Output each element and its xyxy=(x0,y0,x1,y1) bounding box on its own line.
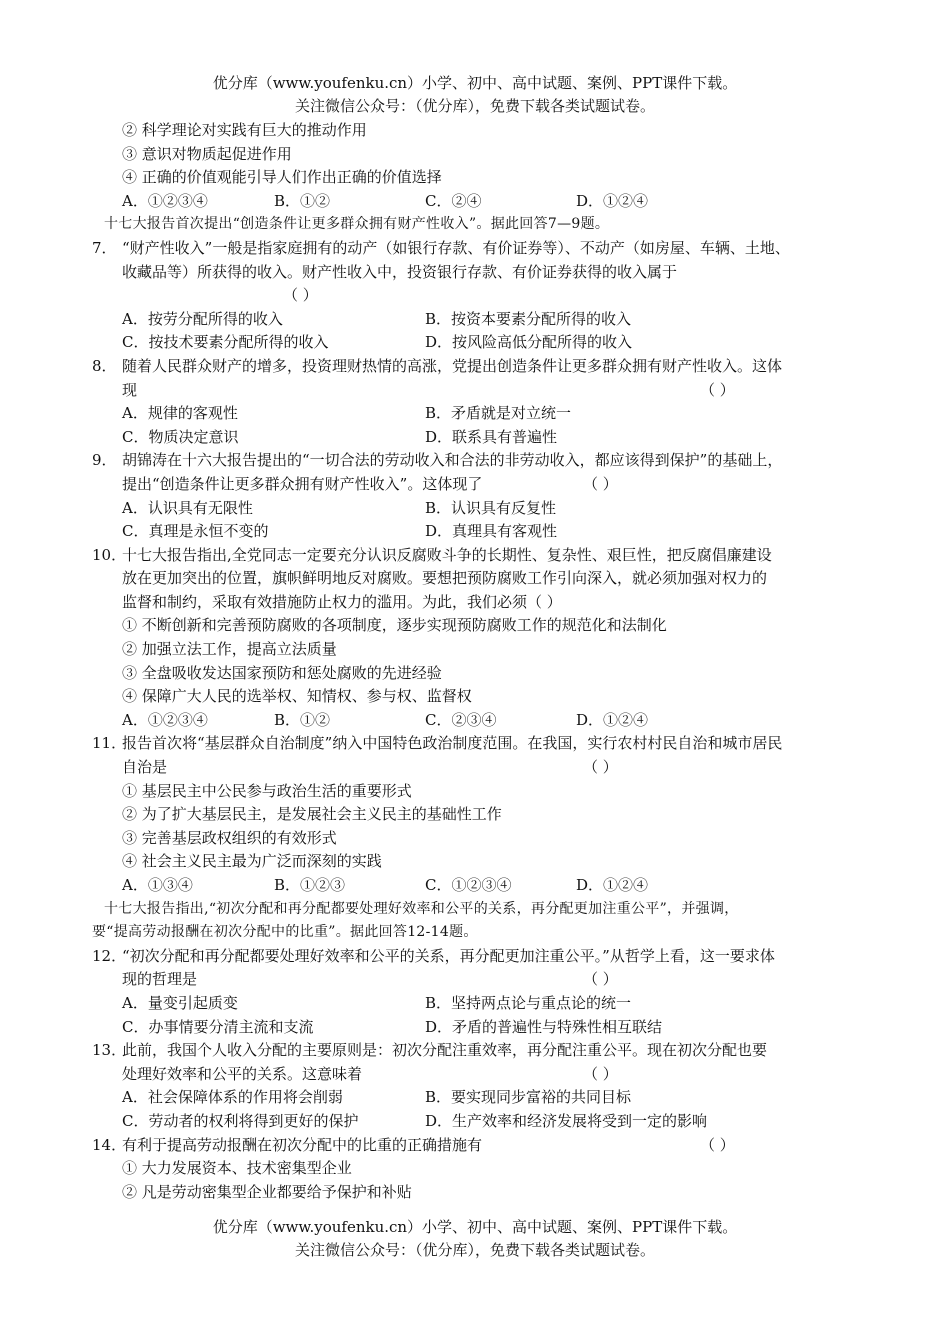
answer-paren: （ ） xyxy=(700,1135,735,1154)
footer-line-1: 优分库（www.youfenku.cn）小学、初中、高中试题、案例、PPT课件下载。 xyxy=(212,1218,738,1236)
question-text: 处理好效率和公平的关系。这意味着 xyxy=(122,1064,363,1083)
statement-2: ② 凡是劳动密集型企业都要给予保护和补贴 xyxy=(122,1182,412,1201)
options-row xyxy=(0,402,950,426)
prev-options xyxy=(0,190,950,214)
question-13 xyxy=(0,1039,950,1063)
question-text-cont xyxy=(0,756,950,780)
question-text-cont xyxy=(0,379,950,403)
question-number: 13． xyxy=(92,1041,127,1060)
option-d: D．联系具有普遍性 xyxy=(425,427,558,446)
answer-paren: （ ） xyxy=(583,474,618,493)
option-a: A．按劳分配所得的收入 xyxy=(122,309,283,328)
option-c: C．①②③④ xyxy=(425,876,512,894)
question-9 xyxy=(0,449,950,473)
question-content xyxy=(0,119,950,1204)
statement-3: ③ 完善基层政权组织的有效形式 xyxy=(122,828,337,847)
question-text: 十七大报告指出,全党同志一定要充分认识反腐败斗争的长期性、复杂性、艰巨性，把反腐倡廉建设 xyxy=(122,545,772,564)
question-text: 胡锦涛在十六大报告提出的“一切合法的劳动收入和合法的非劳动收入，都应该得到保护”的基础上， xyxy=(122,451,783,470)
question-text: “财产性收入”一般是指家庭拥有的动产（如银行存款、有价证券等）、不动产（如房屋、车辆、土地、 xyxy=(122,238,790,257)
question-12 xyxy=(0,945,950,969)
question-text: 现 xyxy=(122,380,138,399)
question-7 xyxy=(0,237,950,261)
option-b: B．矛盾就是对立统一 xyxy=(425,404,572,423)
statement-4: ④ 保障广大人民的选举权、知情权、参与权、监督权 xyxy=(122,687,472,706)
question-text-cont xyxy=(0,968,950,992)
question-number: 7． xyxy=(92,238,117,257)
question-10 xyxy=(0,544,950,568)
options-row xyxy=(0,1110,950,1134)
option-d: D．矛盾的普遍性与特殊性相互联结 xyxy=(425,1017,663,1036)
statement-1: ① 基层民主中公民参与政治生活的重要形式 xyxy=(122,781,412,800)
options-row xyxy=(0,308,950,332)
option-b: B．认识具有反复性 xyxy=(425,498,557,517)
options-row xyxy=(0,520,950,544)
option-a: A．①②③④ xyxy=(122,191,208,210)
options-row xyxy=(0,1086,950,1110)
option-d: D．①②④ xyxy=(576,876,649,894)
statement-3: ③ 全盘吸收发达国家预防和惩处腐败的先进经验 xyxy=(122,663,442,682)
question-number: 10． xyxy=(92,545,127,564)
option-a: A．社会保障体系的作用将会削弱 xyxy=(122,1088,343,1107)
prev-item-2: ② 科学理论对实践有巨大的推动作用 xyxy=(122,121,367,139)
option-c: C．物质决定意识 xyxy=(122,427,239,446)
question-number: 8． xyxy=(92,356,117,375)
option-a: A．认识具有无限性 xyxy=(122,498,253,517)
question-text: 随着人民群众财产的增多，投资理财热情的高涨，党提出创造条件让更多群众拥有财产性收入。这体 xyxy=(122,356,783,375)
question-14 xyxy=(0,1134,950,1158)
options-row xyxy=(0,874,950,898)
option-c: C．②③④ xyxy=(425,710,497,729)
options-row xyxy=(0,426,950,450)
question-text: 现的哲理是 xyxy=(122,970,198,989)
option-a: A．规律的客观性 xyxy=(122,404,238,423)
question-number: 12． xyxy=(92,946,127,965)
statement-1: ① 不断创新和完善预防腐败的各项制度，逐步实现预防腐败工作的规范化和法制化 xyxy=(122,616,667,635)
question-text: 自治是 xyxy=(122,758,168,777)
question-text-cont xyxy=(0,1063,950,1087)
prev-item-4: ④ 正确的价值观能引导人们作出正确的价值选择 xyxy=(122,168,442,187)
header-line-2: 关注微信公众号：（优分库），免费下载各类试题试卷。 xyxy=(294,97,655,115)
option-b: B．坚持两点论与重点论的统一 xyxy=(425,993,632,1012)
statement-2: ② 为了扩大基层民主，是发展社会主义民主的基础性工作 xyxy=(122,805,502,824)
option-d: D．生产效率和经济发展将受到一定的影响 xyxy=(425,1111,708,1130)
option-d: D．①②④ xyxy=(576,191,649,210)
question-number: 9． xyxy=(92,451,117,470)
options-row xyxy=(0,331,950,355)
prev-item-3: ③ 意识对物质起促进作用 xyxy=(122,144,292,163)
question-number: 14． xyxy=(92,1135,127,1154)
option-b: B．①②③ xyxy=(274,876,346,894)
section-intro-12-14-cont: 要“提高劳动报酬在初次分配中的比重”。据此回答12-14题。 xyxy=(92,924,478,941)
option-c: C．劳动者的权利将得到更好的保护 xyxy=(122,1111,359,1130)
statement-4: ④ 社会主义民主最为广泛而深刻的实践 xyxy=(122,852,382,871)
question-text: “初次分配和再分配都要处理好效率和公平的关系，再分配更加注重公平。”从哲学上看，这一要求体 xyxy=(122,946,775,965)
question-11 xyxy=(0,732,950,756)
page-header xyxy=(0,72,950,118)
options-row xyxy=(0,1016,950,1040)
option-a: A．量变引起质变 xyxy=(122,993,238,1012)
footer-line-2: 关注微信公众号：（优分库），免费下载各类试题试卷。 xyxy=(294,1241,655,1259)
question-text: 提出“创造条件让更多群众拥有财产性收入”。这体现了 xyxy=(122,474,483,493)
page-footer xyxy=(0,1216,950,1262)
statement-2: ② 加强立法工作，提高立法质量 xyxy=(122,640,337,659)
option-b: B．①② xyxy=(274,191,331,210)
option-c: C．真理是永恒不变的 xyxy=(122,522,269,541)
option-b: B．按资本要素分配所得的收入 xyxy=(425,309,632,328)
answer-paren: （ ） xyxy=(700,380,735,399)
options-row xyxy=(0,709,950,733)
option-a: A．①②③④ xyxy=(122,710,208,729)
question-text-cont: 监督和制约，采取有效措施防止权力的滥用。为此，我们必须（ ） xyxy=(122,592,562,611)
option-c: C．②④ xyxy=(425,191,482,210)
question-text: 有利于提高劳动报酬在初次分配中的比重的正确措施有 xyxy=(122,1135,483,1154)
answer-paren: （ ） xyxy=(583,758,618,777)
section-intro-12-14: 十七大报告指出,“初次分配和再分配都要处理好效率和公平的关系，再分配更加注重公平”，并强调， xyxy=(104,900,739,917)
answer-paren: （ ） xyxy=(583,1064,618,1083)
question-8 xyxy=(0,355,950,379)
question-text-cont: 放在更加突出的位置，旗帜鲜明地反对腐败。要想把预防腐败工作引向深入，就必须加强对权力的 xyxy=(122,569,768,588)
answer-paren-row xyxy=(0,284,950,308)
option-d: D．按风险高低分配所得的收入 xyxy=(425,333,633,352)
question-text: 报告首次将“基层群众自治制度”纳入中国特色政治制度范围。在我国，实行农村村民自治和城市居民 xyxy=(122,734,783,753)
question-text-cont xyxy=(0,473,950,497)
option-b: B．①② xyxy=(274,710,331,729)
answer-paren: （ ） xyxy=(283,286,318,305)
statement-1: ① 大力发展资本、技术密集型企业 xyxy=(122,1159,352,1178)
question-number: 11． xyxy=(92,734,127,753)
option-b: B．要实现同步富裕的共同目标 xyxy=(425,1088,632,1107)
header-line-1: 优分库（www.youfenku.cn）小学、初中、高中试题、案例、PPT课件下载。 xyxy=(212,74,738,92)
options-row xyxy=(0,992,950,1016)
answer-paren: （ ） xyxy=(583,970,618,989)
option-c: C．按技术要素分配所得的收入 xyxy=(122,333,329,352)
question-text: 此前，我国个人收入分配的主要原则是：初次分配注重效率，再分配注重公平。现在初次分配也要 xyxy=(122,1041,768,1060)
option-d: D．①②④ xyxy=(576,710,649,729)
option-d: D．真理具有客观性 xyxy=(425,522,558,541)
question-text-cont: 收藏品等）所获得的收入。财产性收入中，投资银行存款、有价证券获得的收入属于 xyxy=(122,262,678,281)
option-c: C．办事情要分清主流和支流 xyxy=(122,1017,314,1036)
section-intro-7-9: 十七大报告首次提出“创造条件让更多群众拥有财产性收入”。据此回答7—9题。 xyxy=(104,216,610,233)
options-row xyxy=(0,497,950,521)
option-a: A．①③④ xyxy=(122,876,193,894)
